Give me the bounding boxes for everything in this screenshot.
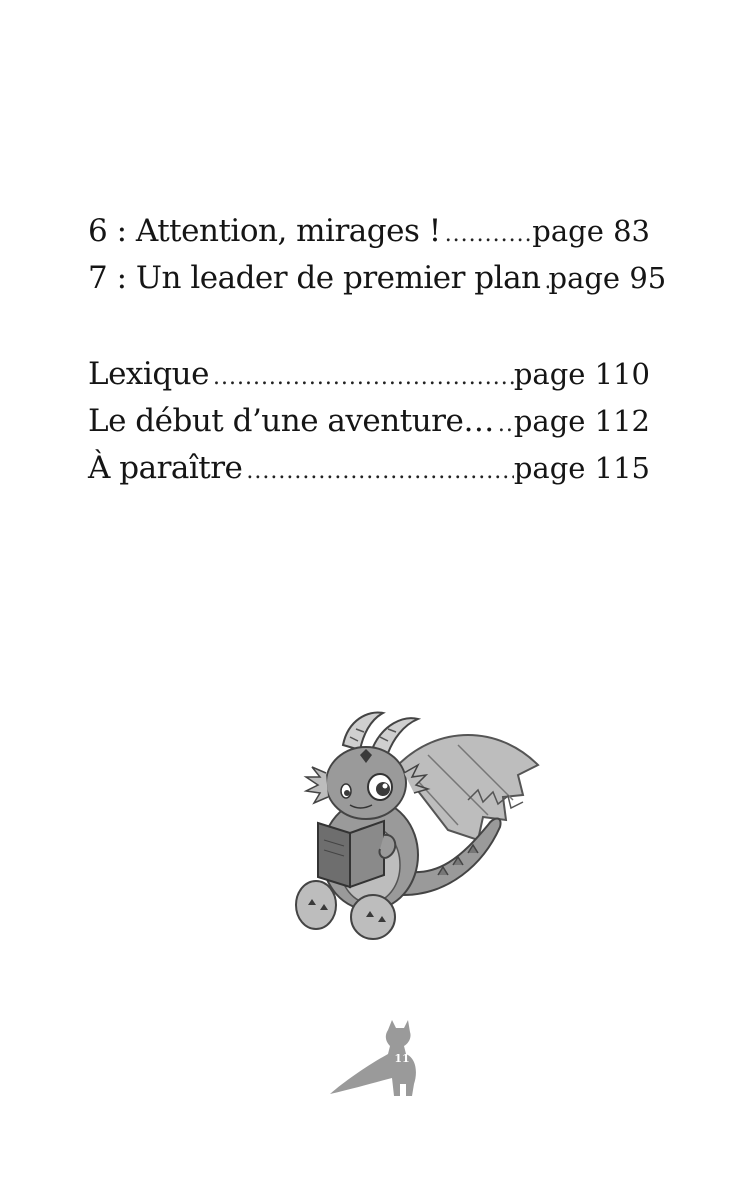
page-number: 11: [394, 1052, 410, 1065]
dot-leader: [209, 365, 514, 390]
toc-entry-page: page 115: [513, 451, 650, 485]
toc-entry-lexique[interactable]: [88, 356, 650, 403]
toc-entry-debut-aventure[interactable]: [88, 403, 650, 450]
dot-leader: [541, 269, 549, 294]
toc-entry-chapter-6[interactable]: [88, 213, 650, 260]
toc-entry-title: Le début d’une aventure…: [88, 403, 494, 439]
toc-entry-chapter-7[interactable]: [88, 260, 667, 307]
toc-entry-page: page 95: [548, 261, 667, 295]
toc-entry-title: 7 : Un leader de premier plan: [88, 260, 541, 296]
toc-entry-a-paraitre[interactable]: [88, 450, 650, 497]
toc-entry-title: À paraître: [88, 450, 243, 486]
dragon-reading-book-illustration: [288, 705, 548, 945]
toc-entry-title: Lexique: [88, 356, 209, 392]
dot-leader: [242, 459, 513, 484]
toc-entry-title: 6 : Attention, mirages !: [88, 213, 441, 249]
toc-entry-page: page 83: [532, 214, 650, 248]
caped-hero-silhouette-icon: [326, 1014, 428, 1100]
dot-leader: [441, 222, 533, 247]
dot-leader: [494, 412, 514, 437]
toc-entry-page: page 112: [513, 404, 650, 438]
toc-appendices: [88, 356, 650, 497]
toc-chapters: [88, 213, 667, 307]
toc-entry-page: page 110: [513, 357, 650, 391]
